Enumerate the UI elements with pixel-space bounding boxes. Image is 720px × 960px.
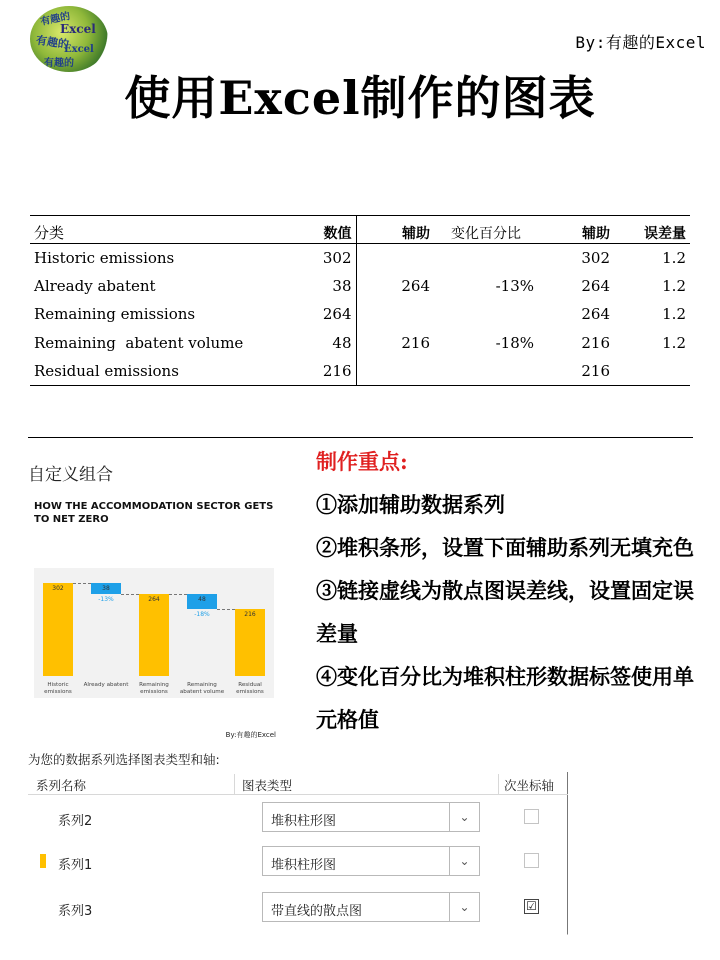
page-title: 使用Excel制作的图表 bbox=[124, 71, 596, 125]
col-header: 变化百分比 bbox=[451, 226, 521, 242]
connector-line bbox=[169, 594, 187, 595]
table-cell: 264 bbox=[581, 305, 610, 324]
series-name: 系列2 bbox=[58, 814, 93, 829]
bar-value-label: 302 bbox=[52, 584, 64, 592]
custom-combo-label: 自定义组合 bbox=[28, 465, 113, 485]
logo-word: Excel bbox=[64, 44, 94, 55]
connector-line bbox=[73, 583, 91, 584]
table-cell: 1.2 bbox=[662, 277, 686, 296]
series-type-dialog bbox=[28, 772, 568, 935]
byline: By:有趣的Excel bbox=[575, 33, 706, 52]
col-header: 数值 bbox=[256, 216, 356, 244]
table-cell: 216 bbox=[256, 357, 356, 385]
table-cell bbox=[356, 357, 434, 385]
table-cell: 264 bbox=[256, 300, 356, 328]
table-row bbox=[30, 329, 690, 357]
series-name: 系列1 bbox=[58, 858, 93, 873]
chevron-down-icon[interactable]: ⌄ bbox=[449, 803, 479, 831]
secondary-axis-checkbox-checked[interactable]: ☑ bbox=[524, 899, 539, 914]
col-header: 分类 bbox=[34, 224, 65, 242]
key-points bbox=[316, 440, 706, 741]
chart-bar bbox=[139, 594, 169, 676]
chart-byline: By:有趣的Excel bbox=[225, 731, 276, 739]
secondary-axis-checkbox[interactable] bbox=[524, 853, 539, 868]
connector-line bbox=[121, 594, 139, 595]
table-cell: 1.2 bbox=[662, 248, 686, 267]
table-row bbox=[30, 244, 690, 272]
chart-type-value: 堆积柱形图 bbox=[271, 814, 337, 829]
key-point-item: ③链接虚线为散点图误差线，设置固定误差量 bbox=[316, 578, 694, 646]
table-cell: 38 bbox=[256, 272, 356, 300]
chart-type-value: 带直线的散点图 bbox=[271, 904, 363, 919]
header-secondary-axis: 次坐标轴 bbox=[504, 778, 555, 793]
table-cell bbox=[614, 357, 690, 385]
table-header-row bbox=[30, 216, 690, 244]
table-cell: Remaining emissions bbox=[34, 305, 196, 324]
header-series-name: 系列名称 bbox=[36, 778, 87, 793]
bar-value-label: 38 bbox=[102, 584, 110, 592]
chevron-down-icon[interactable]: ⌄ bbox=[449, 893, 479, 921]
bar-value-label: 264 bbox=[148, 596, 160, 604]
table-cell: 264 bbox=[581, 277, 610, 296]
chevron-down-icon[interactable]: ⌄ bbox=[449, 847, 479, 875]
table-cell: 1.2 bbox=[662, 333, 686, 352]
table-cell: Remaining abatent volume bbox=[34, 333, 244, 352]
chart-plot-area bbox=[34, 568, 274, 698]
chart-type-select[interactable] bbox=[262, 892, 480, 922]
table-cell: 48 bbox=[256, 329, 356, 357]
table-cell: 216 bbox=[581, 333, 610, 352]
header-divider bbox=[234, 774, 235, 794]
series-row-2 bbox=[28, 798, 568, 838]
chart-type-select[interactable] bbox=[262, 802, 480, 832]
chart-preview[interactable] bbox=[28, 488, 280, 744]
key-point-item: ①添加辅助数据系列 bbox=[316, 492, 505, 517]
logo-word: 有趣的 bbox=[35, 33, 70, 52]
table-row bbox=[30, 272, 690, 300]
chart-bar bbox=[43, 583, 73, 676]
table-cell: 216 bbox=[581, 362, 610, 380]
table-cell: 302 bbox=[581, 248, 610, 267]
series-color-swatch bbox=[40, 854, 46, 868]
secondary-axis-checkbox[interactable] bbox=[524, 809, 539, 824]
bar-value-label: 216 bbox=[244, 611, 256, 619]
series-row-3 bbox=[28, 888, 568, 928]
header-chart-type: 图表类型 bbox=[242, 778, 293, 793]
table-cell: -13% bbox=[495, 277, 534, 296]
table-row bbox=[30, 357, 690, 385]
table-cell bbox=[434, 300, 538, 328]
header-divider bbox=[498, 774, 499, 794]
connector-line bbox=[217, 609, 235, 610]
series-name: 系列3 bbox=[58, 904, 93, 919]
category-label: Remaining abatent volume bbox=[179, 682, 225, 695]
series-row-1 bbox=[28, 842, 568, 882]
table-cell: Residual emissions bbox=[34, 362, 179, 380]
table-cell: Historic emissions bbox=[34, 248, 175, 267]
table-cell: 1.2 bbox=[662, 305, 686, 324]
table-cell: Already abatent bbox=[34, 277, 156, 296]
chart-type-select[interactable] bbox=[262, 846, 480, 876]
key-point-item: ②堆积条形，设置下面辅助系列无填充色 bbox=[316, 535, 694, 560]
header-underline bbox=[28, 794, 568, 795]
table-cell: 264 bbox=[401, 277, 430, 296]
table-cell: 302 bbox=[256, 244, 356, 272]
table-cell: 216 bbox=[401, 333, 430, 352]
logo-word: Excel bbox=[60, 22, 96, 36]
col-header: 辅助 bbox=[582, 226, 610, 242]
logo-word: 有趣的 bbox=[44, 58, 74, 69]
table-row bbox=[30, 300, 690, 328]
logo-word: 有趣的 bbox=[39, 10, 72, 28]
chart-bar bbox=[235, 609, 265, 676]
data-table bbox=[30, 215, 690, 386]
chart-type-value: 堆积柱形图 bbox=[271, 858, 337, 873]
col-header: 误差量 bbox=[644, 226, 686, 242]
table-cell bbox=[434, 357, 538, 385]
col-header: 辅助 bbox=[402, 226, 430, 242]
bar-percent-label: -18% bbox=[194, 611, 210, 619]
category-label: Residual emissions bbox=[236, 682, 264, 695]
table-cell: -18% bbox=[495, 333, 534, 352]
category-label: Remaining emissions bbox=[139, 682, 169, 695]
choose-series-label: 为您的数据系列选择图表类型和轴: bbox=[28, 752, 220, 767]
category-label: Already abatent bbox=[83, 682, 129, 688]
bar-percent-label: -13% bbox=[98, 596, 114, 604]
category-label: Historic emissions bbox=[44, 682, 72, 695]
section-divider bbox=[28, 437, 693, 438]
table-cell bbox=[434, 244, 538, 272]
table-cell bbox=[356, 244, 434, 272]
table-cell bbox=[356, 300, 434, 328]
key-points-heading: 制作重点: bbox=[316, 449, 408, 474]
chart-title: HOW THE ACCOMMODATION SECTOR GETS TO NET ZERO bbox=[34, 501, 274, 525]
key-point-item: ④变化百分比为堆积柱形数据标签使用单元格值 bbox=[316, 664, 694, 732]
bar-value-label: 48 bbox=[198, 596, 206, 604]
